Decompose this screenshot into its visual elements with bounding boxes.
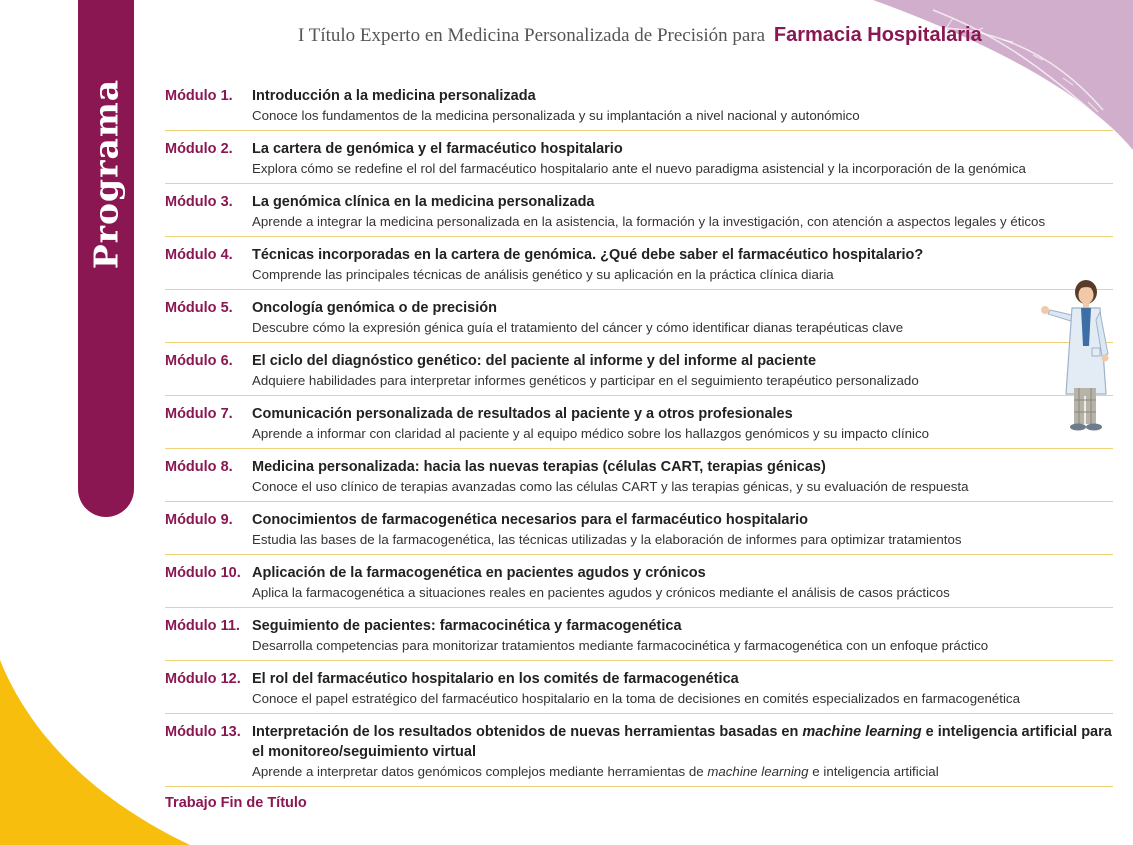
module-description: Aprende a integrar la medicina personalizada en la asistencia, la formación y la investigación, con atención a aspectos legales y éticos xyxy=(252,214,1046,229)
module-13 xyxy=(165,720,1113,787)
module-1 xyxy=(165,84,1113,131)
module-11 xyxy=(165,614,1113,661)
module-description: Adquiere habilidades para interpretar informes genéticos y participar en el seguimiento terapéutico personalizado xyxy=(252,373,919,388)
module-description: Explora cómo se redefine el rol del farmacéutico hospitalario ante el nuevo paradigma asistencial y la incorporación de la genómica xyxy=(252,161,1026,176)
module-title: Comunicación personalizada de resultados al paciente y a otros profesionales xyxy=(252,406,793,422)
module-title: La cartera de genómica y el farmacéutico hospitalario xyxy=(252,141,623,157)
module-number: Módulo 8. xyxy=(165,459,233,475)
module-description-emphasis: machine learning xyxy=(707,764,809,779)
module-title: Conocimientos de farmacogenética necesarios para el farmacéutico hospitalario xyxy=(252,512,809,528)
side-tab-label: Programa xyxy=(86,78,126,270)
module-8 xyxy=(165,455,1113,502)
module-description: Desarrolla competencias para monitorizar tratamientos mediante farmacocinética y farmacogenética con un enfoque práctico xyxy=(252,638,989,653)
module-number: Módulo 9. xyxy=(165,512,233,528)
module-title: Introducción a la medicina personalizada xyxy=(252,88,536,104)
module-description: Descubre cómo la expresión génica guía el tratamiento del cáncer y cómo identificar dianas terapéuticas clave xyxy=(252,320,904,335)
module-number: Módulo 13. xyxy=(165,724,241,740)
module-title-part: Interpretación de los resultados obtenidos de nuevas herramientas basadas en xyxy=(252,724,803,740)
module-number: Módulo 11. xyxy=(165,618,240,634)
module-description xyxy=(252,762,1113,781)
module-number: Módulo 2. xyxy=(165,141,233,157)
final-project: Trabajo Fin de Título xyxy=(165,795,307,811)
module-description: Conoce los fundamentos de la medicina personalizada y su implantación a nivel nacional y autonómico xyxy=(252,108,860,123)
pharmacist-illustration xyxy=(1036,276,1116,436)
module-number: Módulo 6. xyxy=(165,353,233,369)
module-description: Estudia las bases de la farmacogenética, las técnicas utilizadas y la elaboración de informes para optimizar tratamientos xyxy=(252,532,962,547)
module-10 xyxy=(165,561,1113,608)
module-title: Técnicas incorporadas en la cartera de genómica. ¿Qué debe saber el farmacéutico hospitalario? xyxy=(252,247,924,263)
module-6 xyxy=(165,349,1113,396)
page-title xyxy=(298,24,982,47)
module-2 xyxy=(165,137,1113,184)
module-title: El ciclo del diagnóstico genético: del paciente al informe y del informe al paciente xyxy=(252,353,817,369)
module-title: La genómica clínica en la medicina personalizada xyxy=(252,194,595,210)
page-title-prefix: I Título Experto en Medicina Personalizada de Precisión para xyxy=(298,25,766,46)
module-number: Módulo 4. xyxy=(165,247,233,263)
module-number: Módulo 12. xyxy=(165,671,241,687)
module-number: Módulo 10. xyxy=(165,565,241,581)
module-number: Módulo 7. xyxy=(165,406,233,422)
module-number: Módulo 1. xyxy=(165,88,233,104)
module-number: Módulo 5. xyxy=(165,300,233,316)
module-list xyxy=(165,84,1113,813)
module-9 xyxy=(165,508,1113,555)
module-title xyxy=(252,722,1113,762)
page-title-brand: Farmacia Hospitalaria xyxy=(773,24,982,46)
module-description: Conoce el papel estratégico del farmacéutico hospitalario en la toma de decisiones en comités especializados en farmacogenética xyxy=(252,691,1020,706)
module-3 xyxy=(165,190,1113,237)
module-description: Aplica la farmacogenética a situaciones reales en pacientes agudos y crónicos mediante el análisis de casos prácticos xyxy=(252,585,950,600)
module-title: Seguimiento de pacientes: farmacocinética y farmacogenética xyxy=(252,618,682,634)
module-title: El rol del farmacéutico hospitalario en los comités de farmacogenética xyxy=(252,671,739,687)
module-description: Aprende a informar con claridad al paciente y al equipo médico sobre los hallazgos genómicos y su impacto clínico xyxy=(252,426,930,441)
module-description-part: e inteligencia artificial xyxy=(808,764,939,779)
side-tab xyxy=(78,0,134,517)
module-title-part: e inteligencia artificial para el monitoreo/seguimiento virtual xyxy=(252,724,1112,760)
module-number: Módulo 3. xyxy=(165,194,233,210)
module-title: Medicina personalizada: hacia las nuevas terapias (células CART, terapias génicas) xyxy=(252,459,826,475)
module-4 xyxy=(165,243,1113,290)
module-title-emphasis: machine learning xyxy=(802,724,922,740)
module-description: Conoce el uso clínico de terapias avanzadas como las células CART y las terapias génicas, y su evaluación de respuesta xyxy=(252,479,969,494)
module-title: Oncología genómica o de precisión xyxy=(252,300,497,316)
module-7 xyxy=(165,402,1113,449)
module-description-part: Aprende a interpretar datos genómicos complejos mediante herramientas de xyxy=(252,764,708,779)
module-5 xyxy=(165,296,1113,343)
module-description: Comprende las principales técnicas de análisis genético y su aplicación en la práctica clínica diaria xyxy=(252,267,834,282)
module-title: Aplicación de la farmacogenética en pacientes agudos y crónicos xyxy=(252,565,706,581)
module-12 xyxy=(165,667,1113,714)
